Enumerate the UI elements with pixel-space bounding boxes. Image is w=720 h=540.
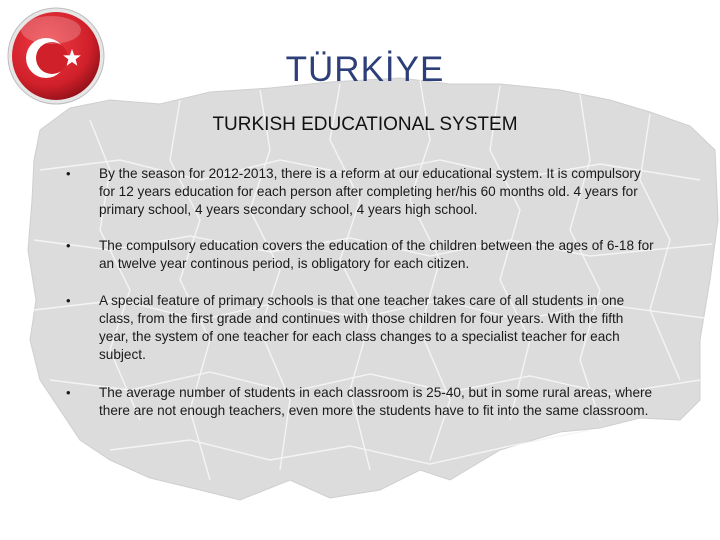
page-subtitle: TURKISH EDUCATIONAL SYSTEM [212, 114, 518, 135]
bullet-text: By the season for 2012-2013, there is a reform at our educational system. It is compulsory for 12 years education for each person after completing her/his 60 months old. 4 years for primary school, 4 years secondary school, 4 years high school. [99, 166, 641, 217]
bullet-text: A special feature of primary schools is that one teacher takes care of all students in one class, from the first grade and continues with those children for four years. With the fifth year, the system of one teacher for each class changes to a specialist teacher for each subject. [99, 293, 625, 362]
page-title: TÜRKİYE [285, 50, 445, 89]
list-item [66, 237, 656, 273]
list-item [66, 384, 656, 420]
bullet-icon: • [66, 293, 71, 308]
bullet-text: The compulsory education covers the education of the children between the ages of 6-18 for an twelve year continous period, is obligatory for each citizen. [99, 238, 654, 271]
bullet-icon: • [66, 238, 71, 253]
bullet-icon: • [66, 166, 71, 181]
bullet-icon: • [66, 385, 71, 400]
list-item [66, 292, 656, 364]
bullet-list [66, 165, 656, 438]
bullet-text: The average number of students in each classroom is 25-40, but in some rural areas, where there are not enough teachers, even more the students have to fit into the same classroom. [99, 385, 653, 418]
list-item [66, 165, 656, 219]
